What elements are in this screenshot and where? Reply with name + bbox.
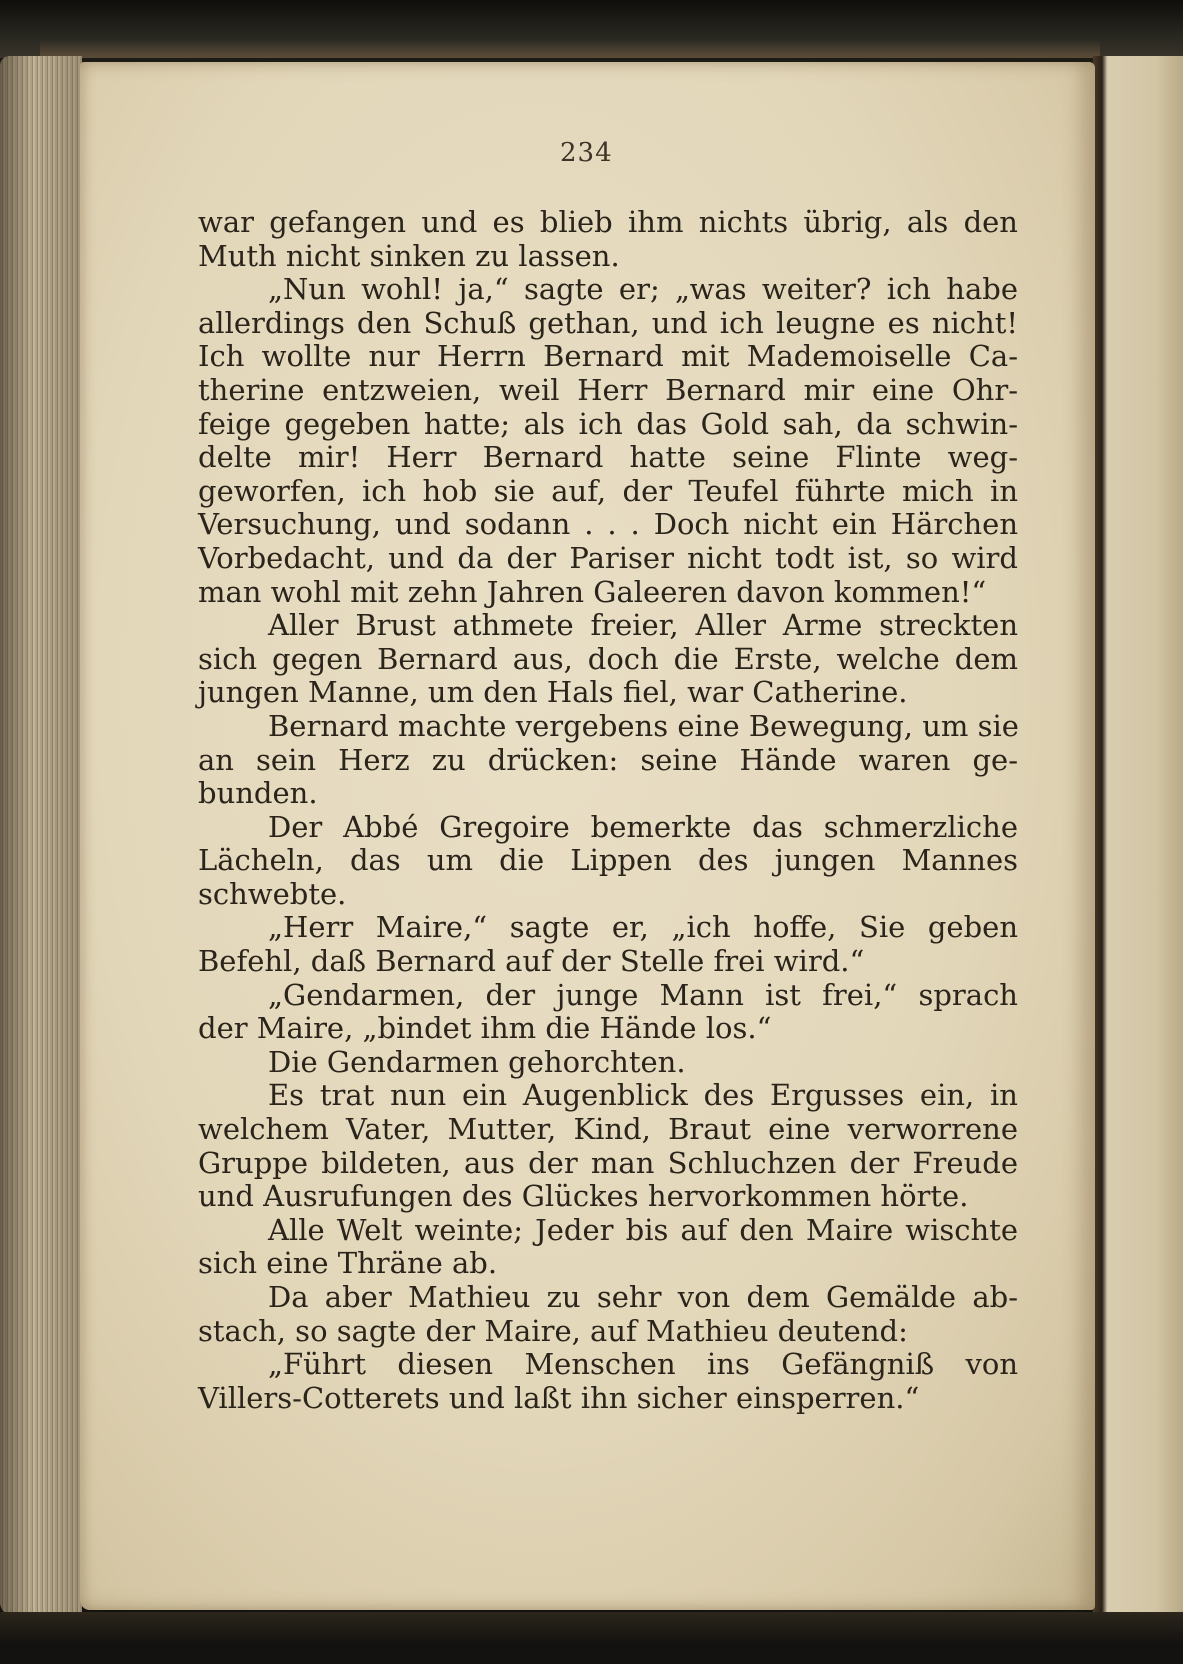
text-line: welchem Vater, Mutter, Kind, Braut eine verworrene [198,1112,1018,1147]
text-line: Ich wollte nur Herrn Bernard mit Mademoiselle Ca- [198,339,1018,374]
text-line: allerdings den Schuß gethan, und ich leugne es nicht! [198,305,1018,340]
text-line: Muth nicht sinken zu lassen. [198,238,620,273]
binding-shadow [40,40,1100,58]
text-line: „Gendarmen, der junge Mann ist frei,“ sprach [268,977,1018,1012]
text-line: bunden. [198,776,318,811]
text-line: Der Abbé Gregoire bemerkte das schmerzliche [268,809,1018,844]
text-line: Gruppe bildeten, aus der man Schluchzen der Freude [198,1145,1018,1180]
text-line: therine entzweien, weil Herr Bernard mir eine Ohr- [198,372,1018,407]
text-line: war gefangen und es blieb ihm nichts übrig, als den [198,205,1018,239]
text-line: Villers-Cotterets und laßt ihn sicher einsperren.“ [198,1380,920,1415]
text-line: Lächeln, das um die Lippen des jungen Mannes [198,843,1018,878]
text-line: sich eine Thräne ab. [198,1246,498,1281]
text-line: Alle Welt weinte; Jeder bis auf den Maire wischte [268,1212,1018,1247]
text-line: der Maire, „bindet ihm die Hände los.“ [198,1011,772,1046]
text-line: Die Gendarmen gehorchten. [268,1044,686,1079]
text-line: schwebte. [198,876,347,911]
text-line: Da aber Mathieu zu sehr von dem Gemälde ab- [268,1280,1018,1314]
text-line: Vorbedacht, und da der Pariser nicht todt ist, so wird [198,540,1018,575]
text-line: delte mir! Herr Bernard hatte seine Flinte weg- [198,440,1018,475]
text-line: jungen Manne, um den Hals fiel, war Catherine. [198,675,908,710]
text-line: Versuchung, und sodann . . . Doch nicht ein Härchen [198,507,1018,542]
text-line: stach, so sagte der Maire, auf Mathieu deutend: [198,1313,908,1348]
text-line: sich gegen Bernard aus, doch die Erste, welche dem [198,641,1018,676]
page-edges-shadow [0,56,82,1616]
text-line: und Ausrufungen des Glückes hervorkommen hörte. [198,1179,969,1214]
text-line: „Herr Maire,“ sagte er, „ich hoffe, Sie geben [268,910,1018,945]
text-line: an sein Herz zu drücken: seine Hände waren ge- [198,742,1018,777]
body-text [198,206,1018,1415]
text-line: Bernard machte vergebens eine Bewegung, um sie [268,708,1019,743]
book-spine-right [1093,56,1183,1616]
book-binding-bottom [0,1612,1183,1664]
text-line: man wohl mit zehn Jahren Galeeren davon kommen!“ [198,574,987,609]
text-line: Befehl, daß Bernard auf der Stelle frei wird.“ [198,944,865,979]
text-line: Es trat nun ein Augenblick des Ergusses ein, in [268,1078,1018,1113]
text-line: Aller Brust athmete freier, Aller Arme streckten [268,608,1018,643]
text-line: geworfen, ich hob sie auf, der Teufel führte mich in [198,473,1018,508]
text-line: „Nun wohl! ja,“ sagte er; „was weiter? ich habe [268,272,1018,307]
page-number: 234 [560,138,613,168]
text-line: „Führt diesen Menschen ins Gefängniß von [268,1347,1018,1382]
text-line: feige gegeben hatte; als ich das Gold sah, da schwin- [198,406,1018,441]
